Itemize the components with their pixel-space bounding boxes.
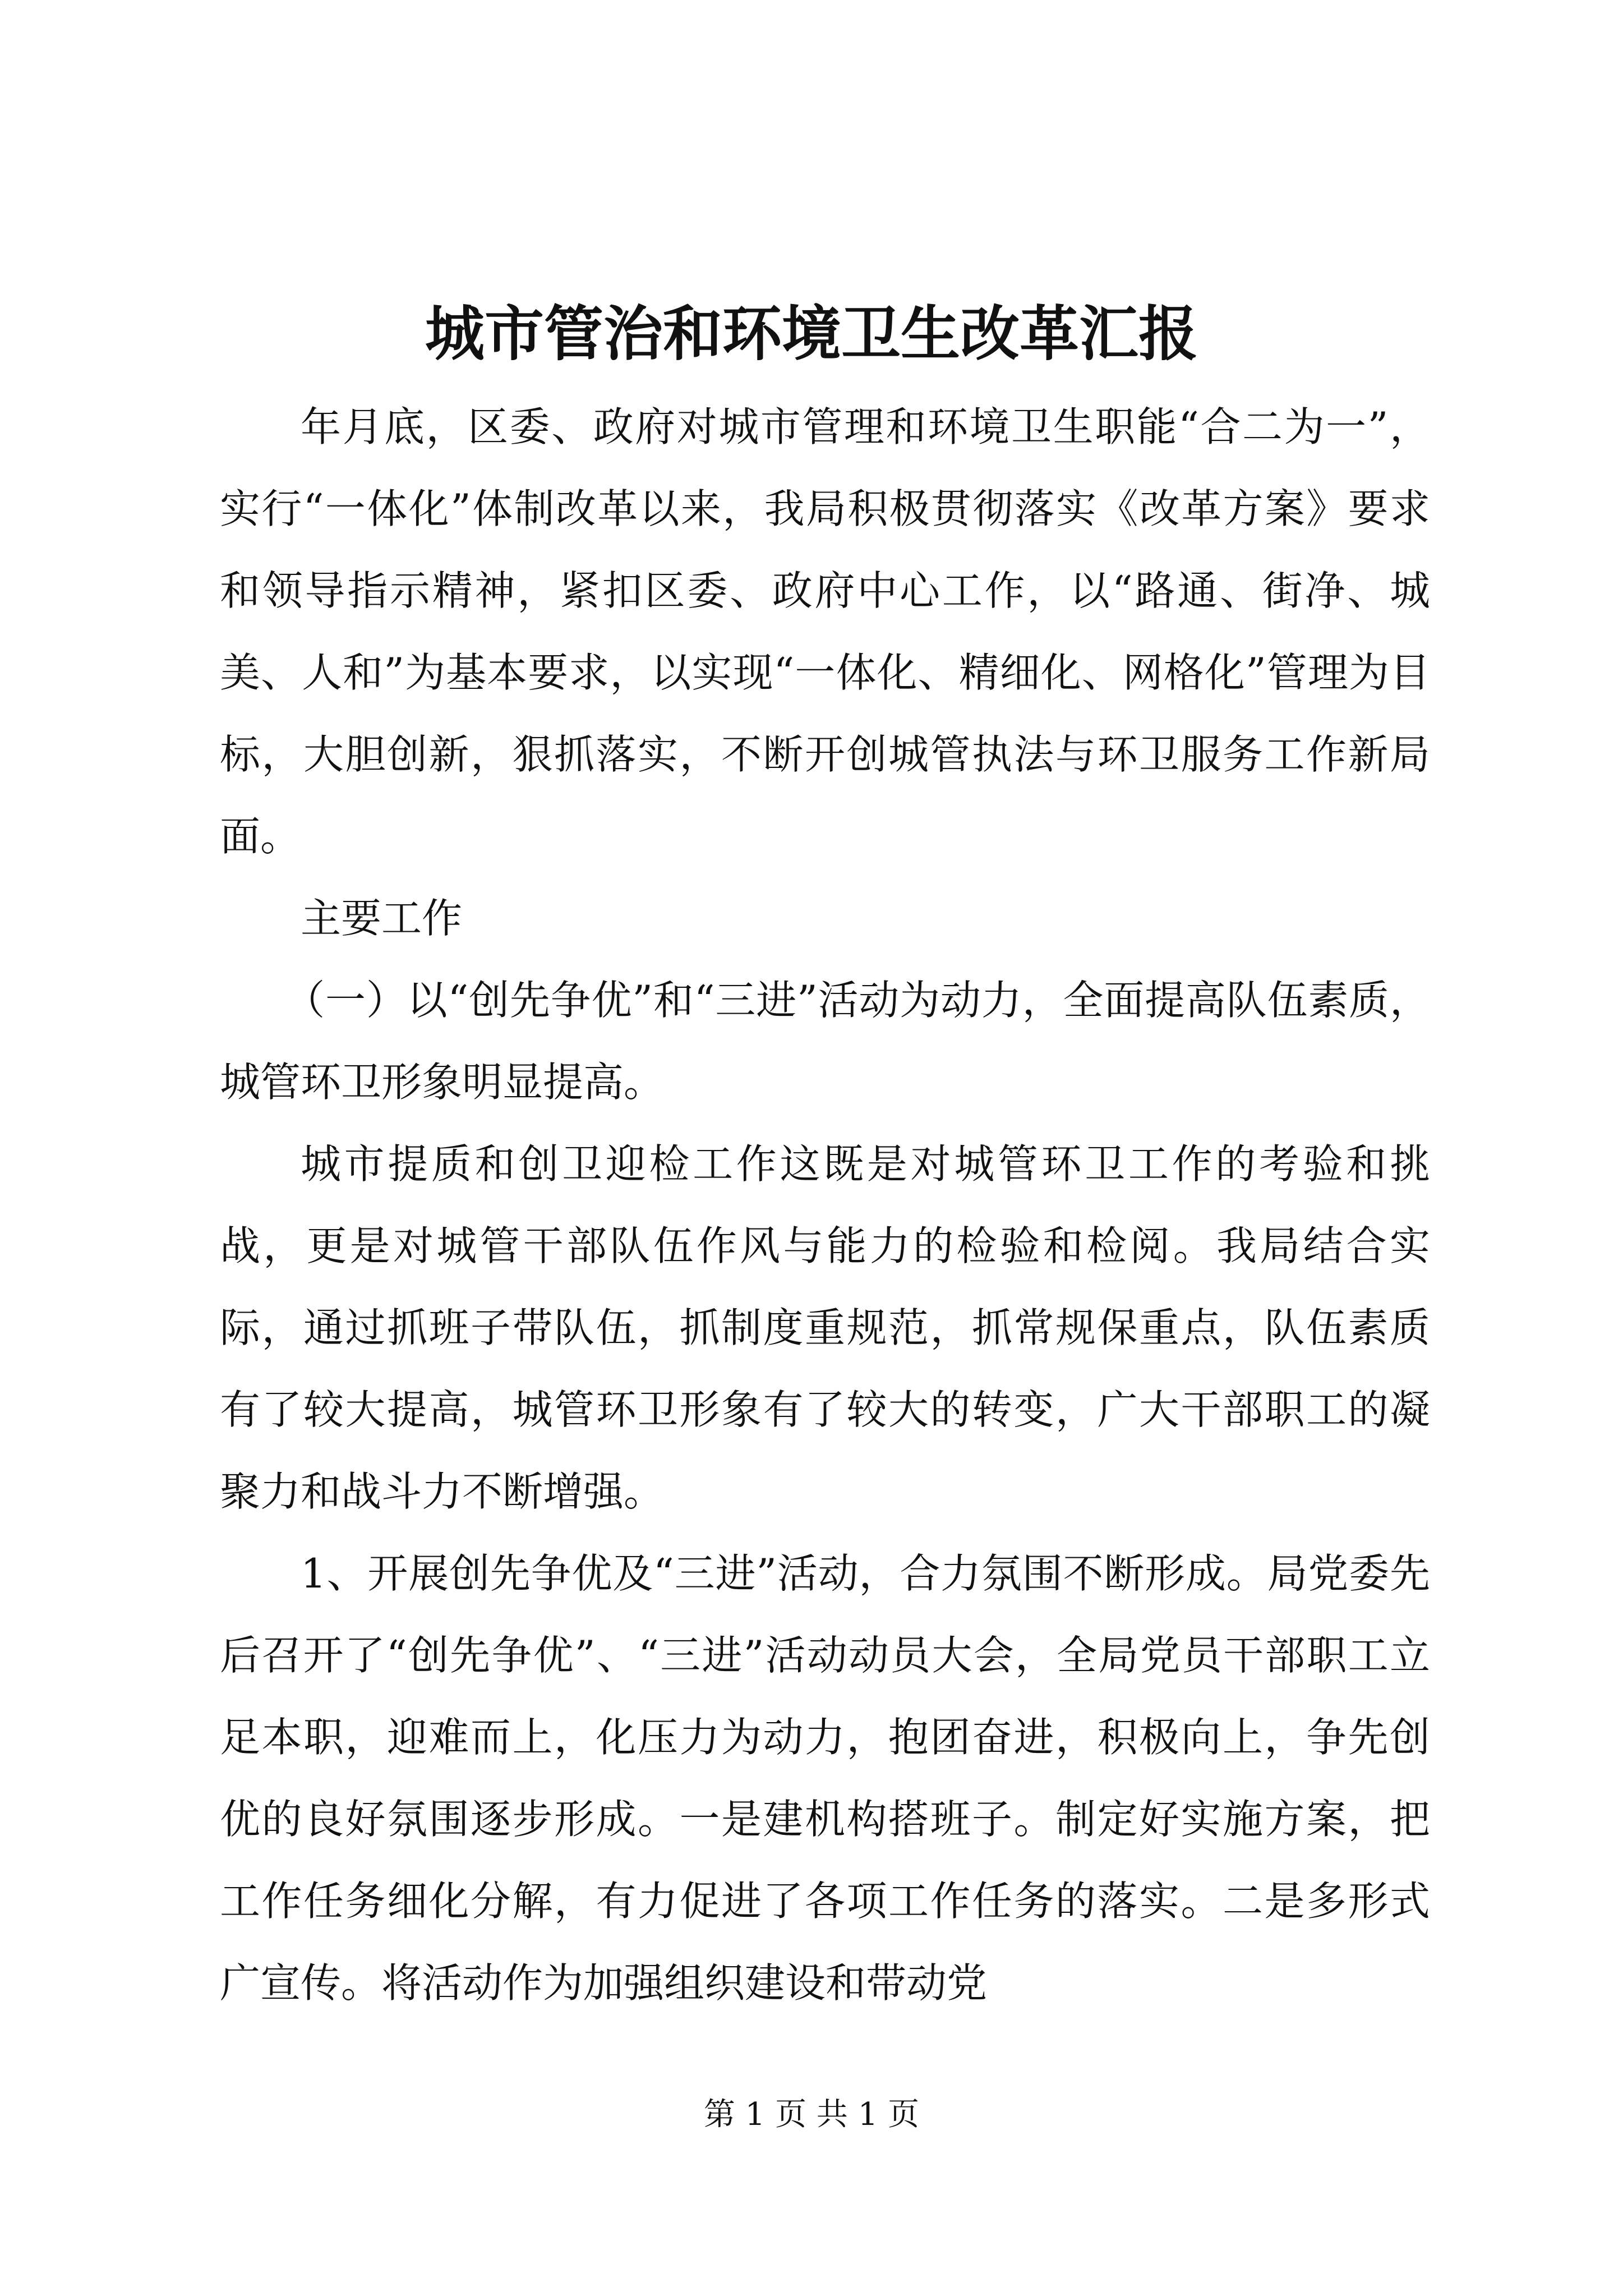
page-footer: 第 1 页 共 1 页 — [703, 2096, 920, 2133]
paragraph-quality-improvement: 城市提质和创卫迎检工作这既是对城管环卫工作的考验和挑战，更是对城管干部队伍作风与能力的检验和检阅。我局结合实际，通过抓班子带队伍，抓制度重规范，抓常规保重点，队伍素质有了较大提高，城管环卫形象有了较大的转变，广大干部职工的凝聚力和战斗力不断增强。 — [220, 1140, 1430, 1515]
paragraph-activities: 1、开展创先争优及“三进”活动，合力氛围不断形成。局党委先后召开了“创先争优”、“三进”活动动员大会，全局党员干部职工立足本职，迎难而上，化压力为动力，抱团奋进，积极向上，争先创优的良好氛围逐步形成。一是建机构搭班子。制定好实施方案，把工作任务细化分解，有力促进了各项工作任务的落实。二是多形式广宣传。将活动作为加强组织建设和带动党 — [220, 1550, 1430, 2007]
subsection-heading-1: （一）以“创先争优”和“三进”活动为动力，全面提高队伍素质，城管环卫形象明显提高。 — [220, 977, 1430, 1106]
section-heading-main-work: 主要工作 — [301, 895, 463, 942]
document-title: 城市管治和环境卫生改革汇报 — [425, 298, 1198, 369]
document-body — [220, 386, 1430, 2024]
paragraph-intro: 年月底，区委、政府对城市管理和环境卫生职能“合二为一”，实行“一体化”体制改革以来，我局积极贯彻落实《改革方案》要求和领导指示精神，紧扣区委、政府中心工作，以“路通、街净、城美、人和”为基本要求，以实现“一体化、精细化、网格化”管理为目标，大胆创新，狠抓落实，不断开创城管执法与环卫服务工作新局面。 — [220, 403, 1430, 860]
